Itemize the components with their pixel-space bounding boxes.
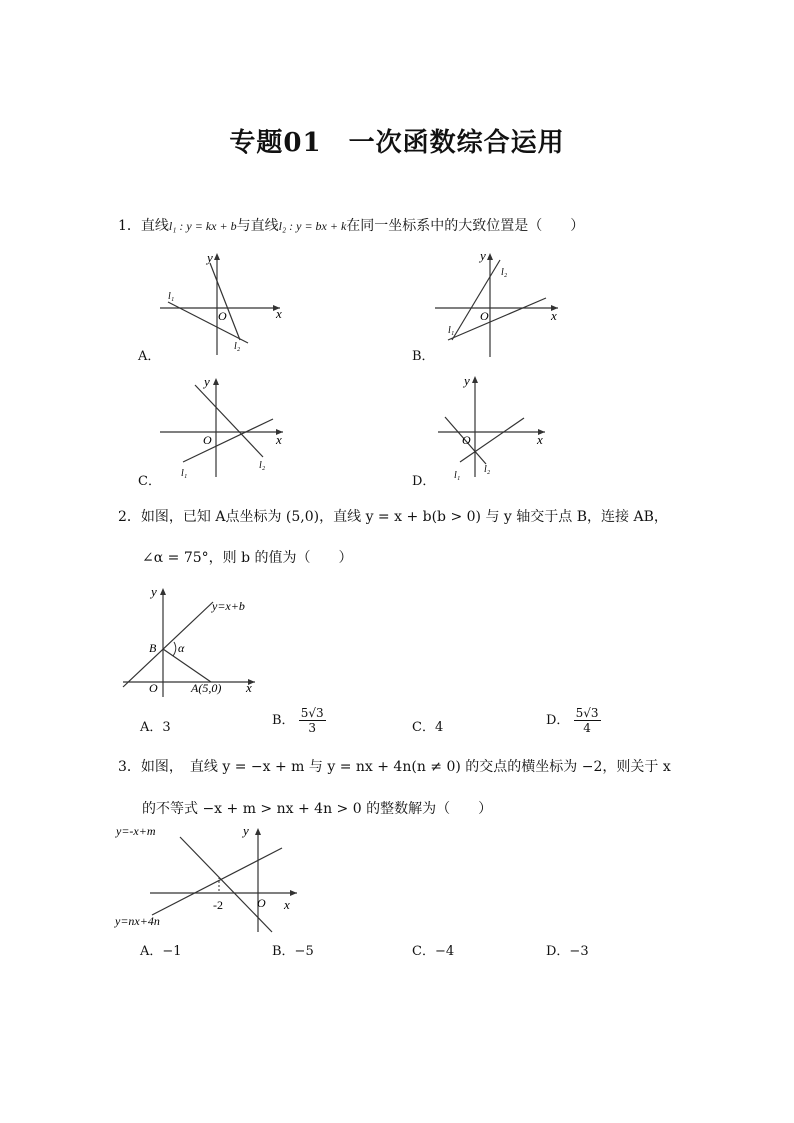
graph-c-x-label: x [276,432,282,447]
q2-option-b[interactable] [272,706,326,735]
q3-line1-label: y=-x+m [116,824,156,838]
q2-point-a: A(5,0) [191,681,222,695]
q3-figure [112,820,312,935]
q1-option-d[interactable]: D． [412,474,436,489]
q3-line2: 的不等式 −x + m > nx + 4n > 0 的整数解为（ ） [142,801,493,817]
q2-origin: O [149,681,158,695]
graph-a-x-label: x [276,306,282,321]
graph-d-l2: l₂ [484,464,491,475]
q3-origin: O [257,896,266,910]
graph-a-origin: O [218,309,227,323]
q1-graph-d [430,372,560,487]
q1-text-b: 与直线 [236,218,279,234]
q3-option-b[interactable]: B．−5 [272,944,314,959]
q2-option-d[interactable] [546,706,601,735]
question-1-text [118,215,584,235]
q2-option-d-label: D． [546,713,570,728]
question-3-number: 3． [118,759,141,775]
q2-x-label: x [246,680,252,695]
q2-option-b-label: B． [272,713,295,728]
graph-b-origin: O [480,309,489,323]
q1-graph-b [430,245,570,365]
q1-option-a[interactable]: A． [138,349,161,364]
q3-neg2-label: -2 [213,898,223,912]
q2-option-d-fraction [574,706,601,735]
graph-c-l1: l₁ [181,468,188,479]
q1-text-a: 直线 [140,218,169,234]
q1-option-b[interactable]: B． [412,349,435,364]
question-2-line-1 [118,506,668,526]
graph-d-origin: O [462,433,471,447]
graph-c-y-label: y [204,374,210,389]
q2-alpha: α [178,641,185,655]
q3-option-c[interactable]: C．−4 [412,944,455,959]
q1-graph-c [155,372,295,487]
graph-a-y-label: y [207,250,213,265]
graph-b-l2: l₂ [501,267,508,278]
q3-y-label: y [243,823,249,838]
graph-c-origin: O [203,433,212,447]
q2-line1: 如图，已知 A点坐标为 (5,0)，直线 y = x + b(b > 0) 与 y 轴交于点 B，连接 AB， [140,509,668,525]
graph-b-x-label: x [551,308,557,323]
q3-line2-label: y=nx+4n [115,914,160,928]
q2-point-b: B [149,641,157,655]
question-3-line-1 [118,756,671,776]
q2-figure [115,582,265,702]
q3-x-label: x [284,897,290,912]
graph-a-l1: l₁ [168,291,175,302]
q1-line-l1: l₁ : y = kx + b [168,219,237,233]
graph-d-y-label: y [464,373,470,388]
q3-option-d[interactable]: D．−3 [546,944,589,959]
q2-option-d-num: 5√3 [575,706,599,720]
graph-d-x-label: x [537,432,543,447]
question-2-number: 2． [118,509,141,525]
graph-a-l2: l₂ [234,341,241,352]
q1-line-l2: l₂ : y = bx + k [278,219,347,233]
q2-line2: ∠α = 75°，则 b 的值为（ ） [142,550,353,566]
q2-line-label: y=x+b [212,599,245,613]
question-1-number: 1． [118,218,141,234]
q1-text-c: 在同一坐标系中的大致位置是（ ） [346,218,585,234]
q1-option-c[interactable]: C． [138,474,161,489]
q3-line1: 如图， 直线 y = −x + m 与 y = nx + 4n(n ≠ 0) 的交点的横坐标为 −2，则关于 x [140,759,671,775]
q3-option-a[interactable]: A．−1 [140,944,182,959]
q2-option-b-den: 3 [308,721,316,735]
graph-b-l1: l₁ [448,325,455,336]
graph-d-l1: l₁ [454,470,461,481]
q2-option-a[interactable]: A．3 [140,720,171,735]
q2-option-b-num: 5√3 [300,706,324,720]
q2-option-d-den: 4 [583,721,591,735]
q2-option-b-fraction [299,706,326,735]
graph-c-l2: l₂ [259,460,266,471]
q2-y-label: y [151,584,157,599]
q2-option-c[interactable]: C．4 [412,720,444,735]
graph-b-y-label: y [480,248,486,263]
page-title: 专题01 一次函数综合运用 [229,128,565,158]
